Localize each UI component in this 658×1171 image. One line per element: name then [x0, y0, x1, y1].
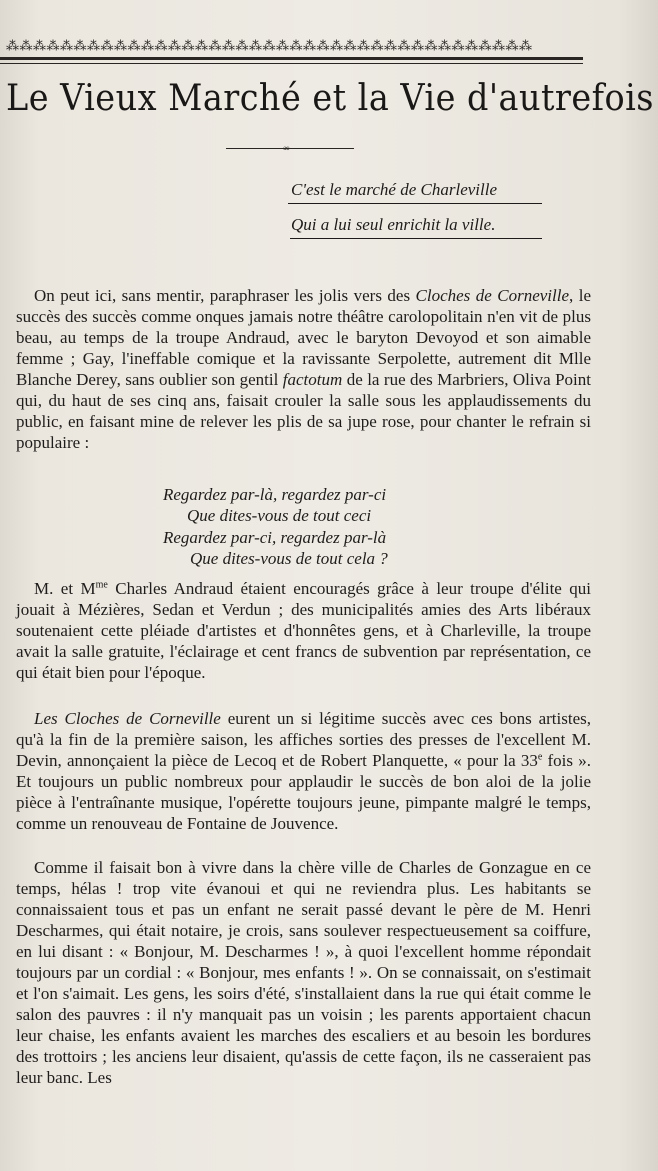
epigraph-underline-1: [288, 203, 542, 204]
paragraph-2: M. et $M^{me}$ Charles Andraud étaient encouragés grâce à leur troupe d'élite qui jouait à Mézières, Sedan et Verdun ; des municipalités amies des Arts libéraux soutenaient cette pléiade d'artistes et d'honnêtes gens, et à Charleville, la troupe avait la salle gratuite, l'éclairage et cent francs de subvention par représentation, ce qui était bien pour l'époque.: [16, 579, 591, 682]
paragraph-3: Les Cloches de Corneville eurent un si légitime succès avec ces bons artistes, qu'à la fin de la première saison, les affiches sorties des presses de l'excellent M. Devin, annonçaient la pièce de Lecoq et de Robert Planquette, « pour la 33e fois ». Et toujours un public nombreux pour applaudir le succès de bon aloi de la jolie pièce à l'entraînante musique, l'opérette toujours jeune, pimpante malgré le temps, comme un renouveau de Fontaine de Jouvence.: [16, 709, 591, 833]
verse-line-1: Regardez par-là, regardez par-ci: [163, 485, 387, 504]
header-rule-thick: [0, 57, 583, 60]
paragraph-4: Comme il faisait bon à vivre dans la chère ville de Charles de Gonzague en ce temps, hélas ! trop vite évanoui et qui ne reviendra plus. Les habitants se connaissaient tous et pas un enfant ne serait passé devant le père de M. Henri Descharmes, qui était notaire, je crois, sans soulever respectueusement sa coiffure, en lui disant : « Bonjour, M. Descharmes ! », à quoi l'excellent homme répondait toujours par un cordial : « Bonjour, mes enfants ! ». On se connaissait, on s'estimait et l'on s'aimait. Les gens, les soirs d'été, s'installaient dans la rue qui était comme le salon des pauvres : il n'y manquait pas un voisin ; les parents apportaient chacun leur chaise, les enfants avaient les marches des escaliers et au besoin les bordures des trottoirs ; les anciens leur disaient, qu'assis de cette façon, ils ne casseraient pas leur banc. Les: [16, 858, 591, 1087]
verse-line-4: Que dites-vous de tout cela ?: [190, 549, 388, 568]
title-divider: [226, 148, 354, 149]
paragraph-1: On peut ici, sans mentir, paraphraser les jolis vers des Cloches de Corneville, le succès des succès comme onques jamais notre théâtre carolopolitain n'en vit de plus beau, au temps de la troupe Andraud, avec le baryton Devoyod et son aimable femme ; Gay, l'ineffable comique et la ravissante Serpolette, autrement dit Mlle Blanche Derey, sans oublier son gentil factotum de la rue des Marbriers, Oliva Point qui, du haut de ses cinq ans, faisait crouler la salle sous les applaudissements du public, en faisant mine de relever les plis de sa jupe rose, pour chanter le refrain si populaire :: [16, 286, 591, 452]
header-rule-thin: [0, 63, 583, 64]
verse-line-3: Regardez par-ci, regardez par-là: [163, 528, 387, 547]
header-ornament: ⁂⁂⁂⁂⁂⁂⁂⁂⁂⁂⁂⁂⁂⁂⁂⁂⁂⁂⁂⁂⁂⁂⁂⁂⁂⁂⁂⁂⁂⁂⁂⁂⁂⁂⁂⁂⁂⁂⁂: [6, 38, 533, 53]
epigraph-underline-2: [290, 238, 542, 239]
epigraph-line-1: C'est le marché de Charleville: [291, 180, 498, 199]
title-divider-ornament: ∞: [283, 143, 290, 153]
article-title: Le Vieux Marché et la Vie d'autrefois: [6, 78, 654, 119]
epigraph-line-2: Qui a lui seul enrichit la ville.: [291, 215, 496, 234]
verse-line-2: Que dites-vous de tout ceci: [187, 506, 372, 525]
